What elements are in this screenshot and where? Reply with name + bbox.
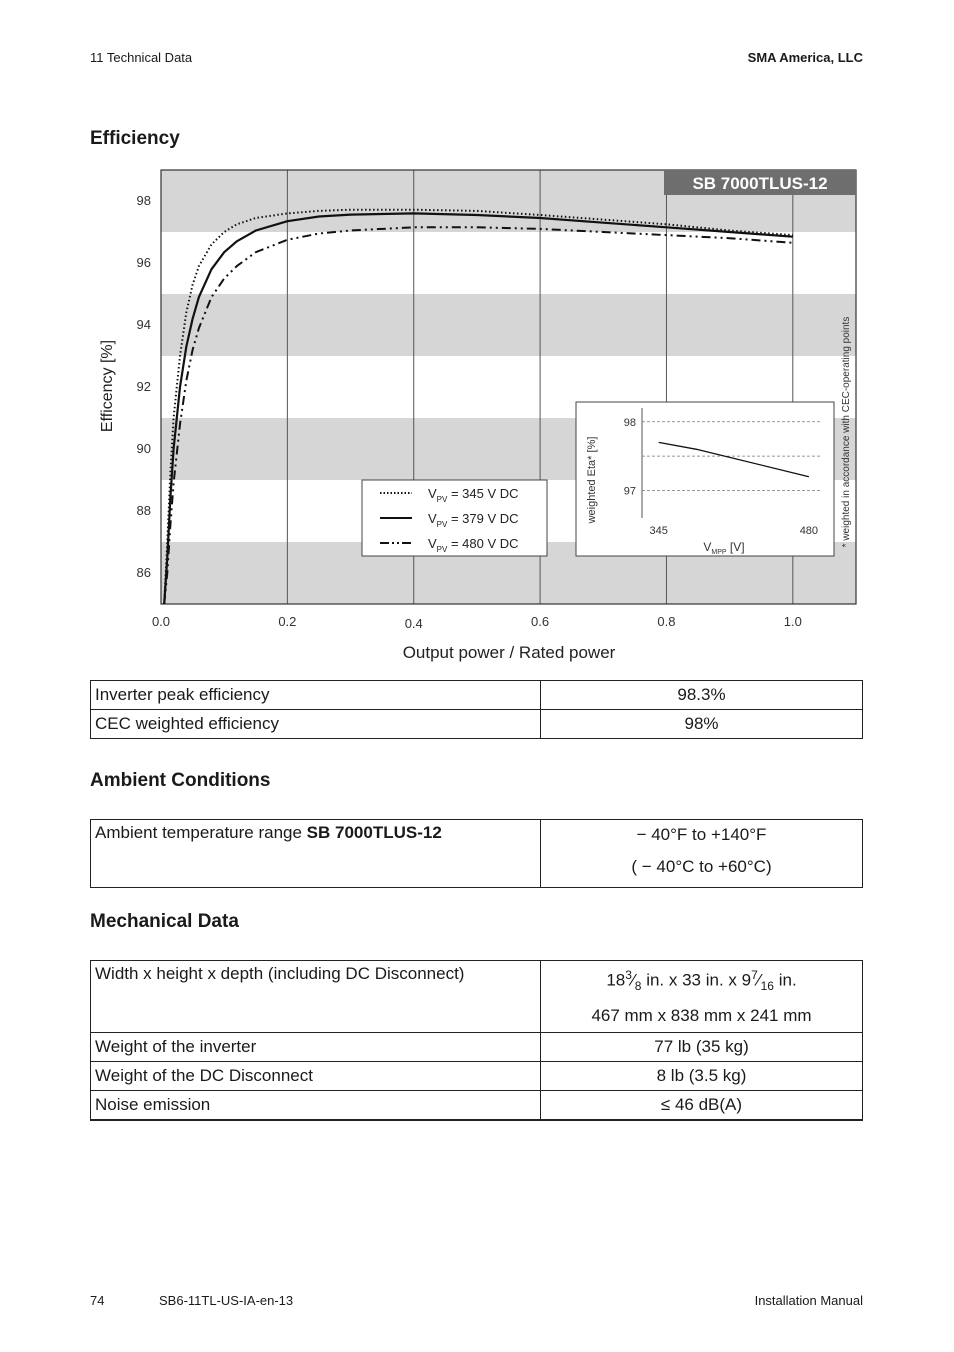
table-row — [91, 710, 863, 739]
efficiency-peak-label: Inverter peak efficiency — [91, 681, 541, 710]
inset-box — [576, 402, 834, 556]
legend-label-2: $V_{PV} = 480$ V DC — [428, 536, 519, 554]
ambient-value — [541, 820, 863, 888]
inset-x-tick: 345 — [649, 525, 668, 537]
ambient-heading: Ambient Conditions — [90, 770, 271, 791]
ambient-model: SB 7000TLUS-12 — [306, 823, 442, 842]
dims-d-den: 16 — [760, 979, 774, 994]
header-section: 11 Technical Data — [90, 50, 193, 65]
ambient-value-f: − 40°F to +140°F — [636, 825, 767, 844]
ambient-table — [90, 819, 863, 888]
y-axis-label: Efficency [%] — [99, 339, 116, 433]
mech-dims-inches: $18^3⁄_8$ in. x 33 in. x $9^7⁄_{16}$ in. — [606, 968, 797, 994]
dims-w: 18 — [606, 970, 626, 990]
inset-x-tick: 480 — [799, 525, 819, 537]
legend-label-1: $V_{PV} = 379$ V DC — [428, 511, 519, 529]
ambient-label — [91, 820, 541, 888]
mech-weight-dc-value: 8 lb (3.5 kg) — [541, 1062, 863, 1091]
footer-doc-type: Installation Manual — [754, 1293, 863, 1308]
mech-noise-label: Noise emission — [91, 1091, 541, 1120]
mechanical-heading: Mechanical Data — [90, 911, 239, 932]
footer-doc-code: SB6-11TL-US-IA-en-13 — [159, 1293, 294, 1308]
y-tick-label: 90 — [136, 441, 151, 456]
table-row — [91, 1033, 863, 1062]
mechanical-table — [90, 960, 863, 1121]
chart-title: SB 7000TLUS-12 — [692, 174, 828, 193]
efficiency-table — [90, 680, 863, 739]
efficiency-cec-value: 98% — [541, 710, 863, 739]
inset-x-label: $V_{MPP}$ [V] — [703, 540, 745, 556]
mech-dims-mm: 467 mm x 838 mm x 241 mm — [591, 1006, 812, 1026]
x-tick-label: 1.0 — [783, 614, 802, 629]
mech-noise-value: ≤ 46 dB(A) — [541, 1091, 863, 1120]
efficiency-heading: Efficiency — [90, 128, 180, 149]
table-row — [91, 961, 863, 1033]
dims-w-num: 3 — [625, 968, 632, 982]
footer-page-number: 74 — [90, 1293, 105, 1308]
table-row — [91, 1062, 863, 1091]
x-tick-label: 0.0 — [151, 614, 171, 629]
mech-dims-value — [541, 961, 863, 1033]
mech-weight-inverter-label: Weight of the inverter — [91, 1033, 541, 1062]
header-company: SMA America, LLC — [747, 50, 863, 65]
efficiency-cec-label: CEC weighted efficiency — [91, 710, 541, 739]
mech-weight-inverter-value: 77 lb (35 kg) — [541, 1033, 863, 1062]
dims-d-num: 7 — [751, 968, 758, 982]
table-row — [91, 681, 863, 710]
legend-label-0: $V_{PV} = 345$ V DC — [428, 486, 519, 504]
dims-end: in. — [773, 970, 797, 990]
x-axis-label: Output power / Rated power — [402, 643, 616, 662]
dims-mid: in. x 33 in. x 9 — [641, 970, 752, 990]
x-tick-label: 0.2 — [278, 614, 297, 629]
y-tick-label: 86 — [136, 565, 151, 580]
mech-weight-dc-label: Weight of the DC Disconnect — [91, 1062, 541, 1091]
chart-band — [161, 294, 856, 356]
y-tick-label: 96 — [136, 255, 151, 270]
chart-footnote: * weighted in accordance with CEC-operating points — [841, 316, 852, 548]
table-row — [91, 1091, 863, 1120]
inset-y-label: weighted Eta* [%] — [586, 436, 598, 524]
x-tick-label: 0.4 — [404, 616, 423, 631]
inset-y-tick: 97 — [623, 485, 636, 498]
dims-w-den: 8 — [634, 979, 642, 994]
x-tick-label: 0.8 — [657, 614, 676, 629]
table-row — [91, 820, 863, 888]
y-tick-label: 98 — [136, 193, 151, 208]
inset-y-tick: 98 — [623, 416, 636, 429]
y-tick-label: 94 — [136, 317, 151, 332]
efficiency-peak-value: 98.3% — [541, 681, 863, 710]
y-tick-label: 88 — [136, 503, 151, 518]
mech-dims-label: Width x height x depth (including DC Disconnect) — [91, 961, 541, 1033]
y-tick-label: 92 — [136, 379, 151, 394]
ambient-label-prefix: Ambient temperature range — [95, 823, 307, 842]
x-tick-label: 0.6 — [531, 614, 550, 629]
ambient-value-c: ( − 40°C to +60°C) — [631, 857, 772, 876]
efficiency-chart — [90, 162, 880, 672]
